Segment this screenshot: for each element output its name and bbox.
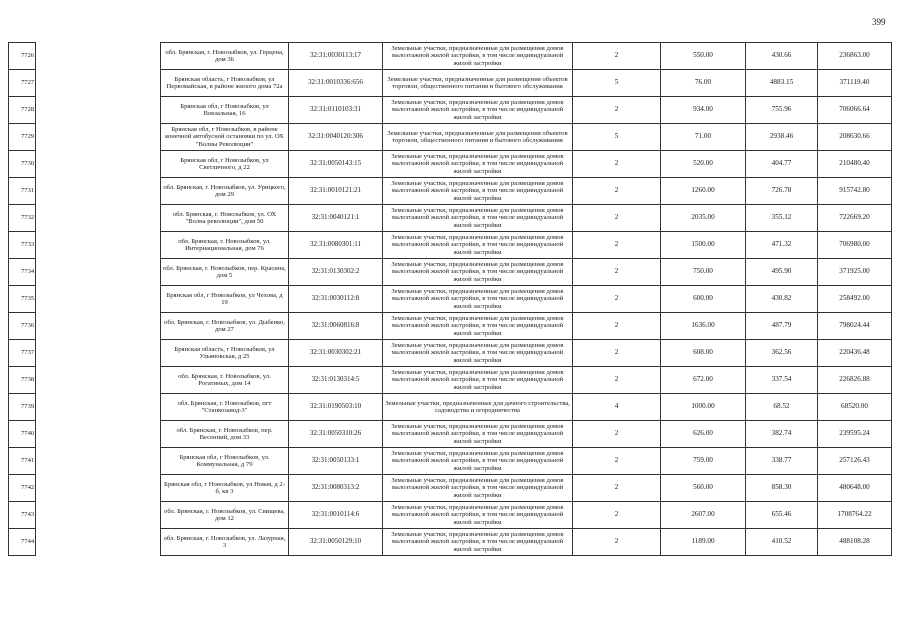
group-cell: 2 bbox=[573, 475, 661, 502]
table-row bbox=[9, 151, 892, 178]
blank-column bbox=[36, 178, 161, 205]
land-purpose-cell: Земельные участки, предназначенные для размещения домов малоэтажной жилой застройки, в том числе индивидуальной жилой застройки bbox=[383, 502, 573, 529]
cadastral-number-cell: 32:31:0050310:26 bbox=[289, 421, 383, 448]
row-number: 7726 bbox=[9, 43, 36, 70]
group-cell: 5 bbox=[573, 124, 661, 151]
cadastral-value-cell: 236863.00 bbox=[818, 43, 892, 70]
cadastral-value-cell: 480648.00 bbox=[818, 475, 892, 502]
land-purpose-cell: Земельные участки, предназначенные для размещения домов малоэтажной жилой застройки, в том числе индивидуальной жилой застройки bbox=[383, 340, 573, 367]
cadastral-value-cell: 210480.40 bbox=[818, 151, 892, 178]
area-cell: 626.00 bbox=[661, 421, 746, 448]
group-cell: 4 bbox=[573, 394, 661, 421]
row-number: 7740 bbox=[9, 421, 36, 448]
table-row bbox=[9, 367, 892, 394]
cadastral-number-cell: 32:31:0010336:656 bbox=[289, 70, 383, 97]
address-cell: Брянская область, г Новозыбков, ул Первомайская, в районе жилого дома 72а bbox=[161, 70, 289, 97]
cadastral-value-cell: 798024.44 bbox=[818, 313, 892, 340]
specific-value-cell: 755.96 bbox=[746, 97, 818, 124]
specific-value-cell: 337.54 bbox=[746, 367, 818, 394]
row-number: 7728 bbox=[9, 97, 36, 124]
group-cell: 2 bbox=[573, 448, 661, 475]
blank-column bbox=[36, 448, 161, 475]
land-purpose-cell: Земельные участки, предназначенные для размещения домов малоэтажной жилой застройки, в том числе индивидуальной жилой застройки bbox=[383, 448, 573, 475]
blank-column bbox=[36, 97, 161, 124]
land-purpose-cell: Земельные участки, предназначенные для размещения домов малоэтажной жилой застройки, в том числе индивидуальной жилой застройки bbox=[383, 205, 573, 232]
blank-column bbox=[36, 124, 161, 151]
cadastral-number-cell: 32:31:0010114:6 bbox=[289, 502, 383, 529]
land-purpose-cell: Земельные участки, предназначенные для размещения объектов торговли, общественного питания и бытового обслуживания bbox=[383, 70, 573, 97]
cadastral-number-cell: 32:31:0130314:5 bbox=[289, 367, 383, 394]
table-row bbox=[9, 259, 892, 286]
cadastral-value-cell: 371925.00 bbox=[818, 259, 892, 286]
area-cell: 1500.00 bbox=[661, 232, 746, 259]
land-purpose-cell: Земельные участки, предназначенные для размещения домов малоэтажной жилой застройки, в том числе индивидуальной жилой застройки bbox=[383, 43, 573, 70]
cadastral-value-cell: 208630.66 bbox=[818, 124, 892, 151]
cadastral-value-cell: 226826.88 bbox=[818, 367, 892, 394]
blank-column bbox=[36, 259, 161, 286]
specific-value-cell: 430.66 bbox=[746, 43, 818, 70]
address-cell: Брянская обл, г Новозыбков, ул Чехова, д 19 bbox=[161, 286, 289, 313]
area-cell: 1636.00 bbox=[661, 313, 746, 340]
blank-column bbox=[36, 232, 161, 259]
address-cell: Брянская обл, г Новозыбков, ул Новая, д 2-б, кв 3 bbox=[161, 475, 289, 502]
area-cell: 759.00 bbox=[661, 448, 746, 475]
row-number: 7737 bbox=[9, 340, 36, 367]
row-number: 7738 bbox=[9, 367, 36, 394]
row-number: 7736 bbox=[9, 313, 36, 340]
specific-value-cell: 4883.15 bbox=[746, 70, 818, 97]
area-cell: 750.00 bbox=[661, 259, 746, 286]
group-cell: 2 bbox=[573, 502, 661, 529]
address-cell: Брянская обл, г Новозыбков, ул. Коммунальная, д 79 bbox=[161, 448, 289, 475]
blank-column bbox=[36, 340, 161, 367]
address-cell: Брянская обл, г Новозыбков, ул Вокзальная, 16 bbox=[161, 97, 289, 124]
land-purpose-cell: Земельные участки, предназначенные для дачного строительства, садоводства и огородничества bbox=[383, 394, 573, 421]
land-purpose-cell: Земельные участки, предназначенные для размещения домов малоэтажной жилой застройки, в том числе индивидуальной жилой застройки bbox=[383, 313, 573, 340]
row-number: 7727 bbox=[9, 70, 36, 97]
table-row bbox=[9, 286, 892, 313]
row-number: 7731 bbox=[9, 178, 36, 205]
specific-value-cell: 726.78 bbox=[746, 178, 818, 205]
table-row bbox=[9, 421, 892, 448]
address-cell: Брянская обл, г Новозыбков, в районе конечной автобусной остановки по ул. ОХ "Волны Революции" bbox=[161, 124, 289, 151]
area-cell: 71.00 bbox=[661, 124, 746, 151]
cadastral-number-cell: 32:31:0030113:17 bbox=[289, 43, 383, 70]
group-cell: 2 bbox=[573, 232, 661, 259]
area-cell: 550.00 bbox=[661, 43, 746, 70]
specific-value-cell: 68.52 bbox=[746, 394, 818, 421]
table-row bbox=[9, 178, 892, 205]
group-cell: 5 bbox=[573, 70, 661, 97]
land-purpose-cell: Земельные участки, предназначенные для размещения домов малоэтажной жилой застройки, в том числе индивидуальной жилой застройки bbox=[383, 421, 573, 448]
row-number: 7741 bbox=[9, 448, 36, 475]
specific-value-cell: 355.12 bbox=[746, 205, 818, 232]
table-row bbox=[9, 448, 892, 475]
cadastral-value-cell: 258492.00 bbox=[818, 286, 892, 313]
cadastral-value-cell: 1708764.22 bbox=[818, 502, 892, 529]
address-cell: обл. Брянская, г. Новозыбков, ул. Интернациональная, дом 76 bbox=[161, 232, 289, 259]
specific-value-cell: 487.79 bbox=[746, 313, 818, 340]
specific-value-cell: 410.52 bbox=[746, 529, 818, 556]
cadastral-number-cell: 32:31:0190503:10 bbox=[289, 394, 383, 421]
blank-column bbox=[36, 151, 161, 178]
address-cell: обл. Брянская, г. Новозыбков, пер. Красина, дом 5 bbox=[161, 259, 289, 286]
area-cell: 76.00 bbox=[661, 70, 746, 97]
table-row bbox=[9, 232, 892, 259]
row-number: 7732 bbox=[9, 205, 36, 232]
cadastral-number-cell: 32:31:0080301:11 bbox=[289, 232, 383, 259]
cadastral-value-cell: 706980.00 bbox=[818, 232, 892, 259]
row-number: 7730 bbox=[9, 151, 36, 178]
cadastral-number-cell: 32:31:0030302:21 bbox=[289, 340, 383, 367]
cadastral-number-cell: 32:31:0080313:2 bbox=[289, 475, 383, 502]
address-cell: обл. Брянская, г. Новозыбков, ул. Герцена, дом 36 bbox=[161, 43, 289, 70]
table-row bbox=[9, 70, 892, 97]
area-cell: 1260.00 bbox=[661, 178, 746, 205]
blank-column bbox=[36, 475, 161, 502]
group-cell: 2 bbox=[573, 421, 661, 448]
cadastral-value-cell: 371119.40 bbox=[818, 70, 892, 97]
specific-value-cell: 382.74 bbox=[746, 421, 818, 448]
specific-value-cell: 471.32 bbox=[746, 232, 818, 259]
group-cell: 2 bbox=[573, 340, 661, 367]
cadastral-number-cell: 32:31:0030112:8 bbox=[289, 286, 383, 313]
table-row bbox=[9, 205, 892, 232]
blank-column bbox=[36, 43, 161, 70]
table-row bbox=[9, 97, 892, 124]
address-cell: обл. Брянская, г. Новозыбков, ул. ОХ "Волна революции", дом 50 bbox=[161, 205, 289, 232]
cadastral-number-cell: 32:31:0050143:15 bbox=[289, 151, 383, 178]
row-number: 7733 bbox=[9, 232, 36, 259]
group-cell: 2 bbox=[573, 286, 661, 313]
table-row bbox=[9, 340, 892, 367]
row-number: 7744 bbox=[9, 529, 36, 556]
specific-value-cell: 404.77 bbox=[746, 151, 818, 178]
blank-column bbox=[36, 70, 161, 97]
area-cell: 2607.00 bbox=[661, 502, 746, 529]
land-purpose-cell: Земельные участки, предназначенные для размещения домов малоэтажной жилой застройки, в том числе индивидуальной жилой застройки bbox=[383, 529, 573, 556]
land-purpose-cell: Земельные участки, предназначенные для размещения домов малоэтажной жилой застройки, в том числе индивидуальной жилой застройки bbox=[383, 259, 573, 286]
group-cell: 2 bbox=[573, 151, 661, 178]
area-cell: 560.00 bbox=[661, 475, 746, 502]
address-cell: обл. Брянская, г. Новозыбков, ул. Рогатиных, дом 14 bbox=[161, 367, 289, 394]
table-row bbox=[9, 313, 892, 340]
specific-value-cell: 2938.46 bbox=[746, 124, 818, 151]
blank-column bbox=[36, 286, 161, 313]
address-cell: обл. Брянская, г. Новозыбков, ул. Лазурная, 3 bbox=[161, 529, 289, 556]
row-number: 7729 bbox=[9, 124, 36, 151]
specific-value-cell: 338.77 bbox=[746, 448, 818, 475]
group-cell: 2 bbox=[573, 367, 661, 394]
cadastral-number-cell: 32:31:0040120:306 bbox=[289, 124, 383, 151]
area-cell: 672.00 bbox=[661, 367, 746, 394]
area-cell: 934.00 bbox=[661, 97, 746, 124]
address-cell: обл. Брянская, г. Новозыбков, ул. Дыбенко, дом 27 bbox=[161, 313, 289, 340]
table-row bbox=[9, 394, 892, 421]
specific-value-cell: 495.90 bbox=[746, 259, 818, 286]
cadastral-value-cell: 915742.80 bbox=[818, 178, 892, 205]
blank-column bbox=[36, 367, 161, 394]
group-cell: 2 bbox=[573, 529, 661, 556]
row-number: 7735 bbox=[9, 286, 36, 313]
cadastral-number-cell: 32:31:0040121:1 bbox=[289, 205, 383, 232]
group-cell: 2 bbox=[573, 259, 661, 286]
group-cell: 2 bbox=[573, 178, 661, 205]
area-cell: 520.00 bbox=[661, 151, 746, 178]
table-row bbox=[9, 43, 892, 70]
area-cell: 1000.00 bbox=[661, 394, 746, 421]
cadastral-value-cell: 488108.28 bbox=[818, 529, 892, 556]
specific-value-cell: 858.30 bbox=[746, 475, 818, 502]
area-cell: 1189.00 bbox=[661, 529, 746, 556]
land-purpose-cell: Земельные участки, предназначенные для размещения домов малоэтажной жилой застройки, в том числе индивидуальной жилой застройки bbox=[383, 97, 573, 124]
table-row bbox=[9, 502, 892, 529]
address-cell: обл. Брянская, г. Новозыбков, пгт "Станкозавод-3" bbox=[161, 394, 289, 421]
blank-column bbox=[36, 502, 161, 529]
address-cell: обл. Брянская, г. Новозыбков, пер. Весенний, дом 33 bbox=[161, 421, 289, 448]
area-cell: 600.00 bbox=[661, 286, 746, 313]
row-number: 7743 bbox=[9, 502, 36, 529]
land-purpose-cell: Земельные участки, предназначенные для размещения домов малоэтажной жилой застройки, в том числе индивидуальной жилой застройки bbox=[383, 475, 573, 502]
cadastral-value-cell: 68520.00 bbox=[818, 394, 892, 421]
cadastral-value-cell: 706066.64 bbox=[818, 97, 892, 124]
cadastral-number-cell: 32:31:0060816:8 bbox=[289, 313, 383, 340]
row-number: 7742 bbox=[9, 475, 36, 502]
cadastral-number-cell: 32:31:0050133:1 bbox=[289, 448, 383, 475]
table-body bbox=[9, 43, 892, 556]
cadastral-number-cell: 32:31:0050129:10 bbox=[289, 529, 383, 556]
row-number: 7739 bbox=[9, 394, 36, 421]
row-number: 7734 bbox=[9, 259, 36, 286]
address-cell: обл. Брянская, г. Новозыбков, ул. Свищева, дом 12 bbox=[161, 502, 289, 529]
cadastral-number-cell: 32:31:0130302:2 bbox=[289, 259, 383, 286]
blank-column bbox=[36, 205, 161, 232]
land-purpose-cell: Земельные участки, предназначенные для размещения домов малоэтажной жилой застройки, в том числе индивидуальной жилой застройки bbox=[383, 151, 573, 178]
cadastral-value-cell: 220436.48 bbox=[818, 340, 892, 367]
specific-value-cell: 362.56 bbox=[746, 340, 818, 367]
land-purpose-cell: Земельные участки, предназначенные для размещения объектов торговли, общественного питания и бытового обслуживания bbox=[383, 124, 573, 151]
address-cell: обл. Брянская, г. Новозыбков, ул. Урицкого, дом 29 bbox=[161, 178, 289, 205]
blank-column bbox=[36, 313, 161, 340]
cadastral-value-cell: 239595.24 bbox=[818, 421, 892, 448]
group-cell: 2 bbox=[573, 205, 661, 232]
cadastral-number-cell: 32:31:0110103:31 bbox=[289, 97, 383, 124]
table-row bbox=[9, 475, 892, 502]
group-cell: 2 bbox=[573, 43, 661, 70]
land-purpose-cell: Земельные участки, предназначенные для размещения домов малоэтажной жилой застройки, в том числе индивидуальной жилой застройки bbox=[383, 232, 573, 259]
table-row bbox=[9, 124, 892, 151]
land-purpose-cell: Земельные участки, предназначенные для размещения домов малоэтажной жилой застройки, в том числе индивидуальной жилой застройки bbox=[383, 178, 573, 205]
land-purpose-cell: Земельные участки, предназначенные для размещения домов малоэтажной жилой застройки, в том числе индивидуальной жилой застройки bbox=[383, 367, 573, 394]
specific-value-cell: 655.46 bbox=[746, 502, 818, 529]
cadastral-value-cell: 257126.43 bbox=[818, 448, 892, 475]
blank-column bbox=[36, 421, 161, 448]
table-row bbox=[9, 529, 892, 556]
page-number: 399 bbox=[872, 17, 886, 27]
cadastral-value-cell: 722669.20 bbox=[818, 205, 892, 232]
blank-column bbox=[36, 394, 161, 421]
blank-column bbox=[36, 529, 161, 556]
land-purpose-cell: Земельные участки, предназначенные для размещения домов малоэтажной жилой застройки, в том числе индивидуальной жилой застройки bbox=[383, 286, 573, 313]
specific-value-cell: 430.82 bbox=[746, 286, 818, 313]
area-cell: 2035.00 bbox=[661, 205, 746, 232]
address-cell: Брянская область, г Новозыбков, ул Ульяновская, д 25 bbox=[161, 340, 289, 367]
cadastral-number-cell: 32:31:0010121:21 bbox=[289, 178, 383, 205]
group-cell: 2 bbox=[573, 97, 661, 124]
address-cell: Брянская обл, г Новозыбков, ул Светличного, д 22 bbox=[161, 151, 289, 178]
cadastral-register-table bbox=[8, 42, 892, 556]
area-cell: 608.00 bbox=[661, 340, 746, 367]
group-cell: 2 bbox=[573, 313, 661, 340]
